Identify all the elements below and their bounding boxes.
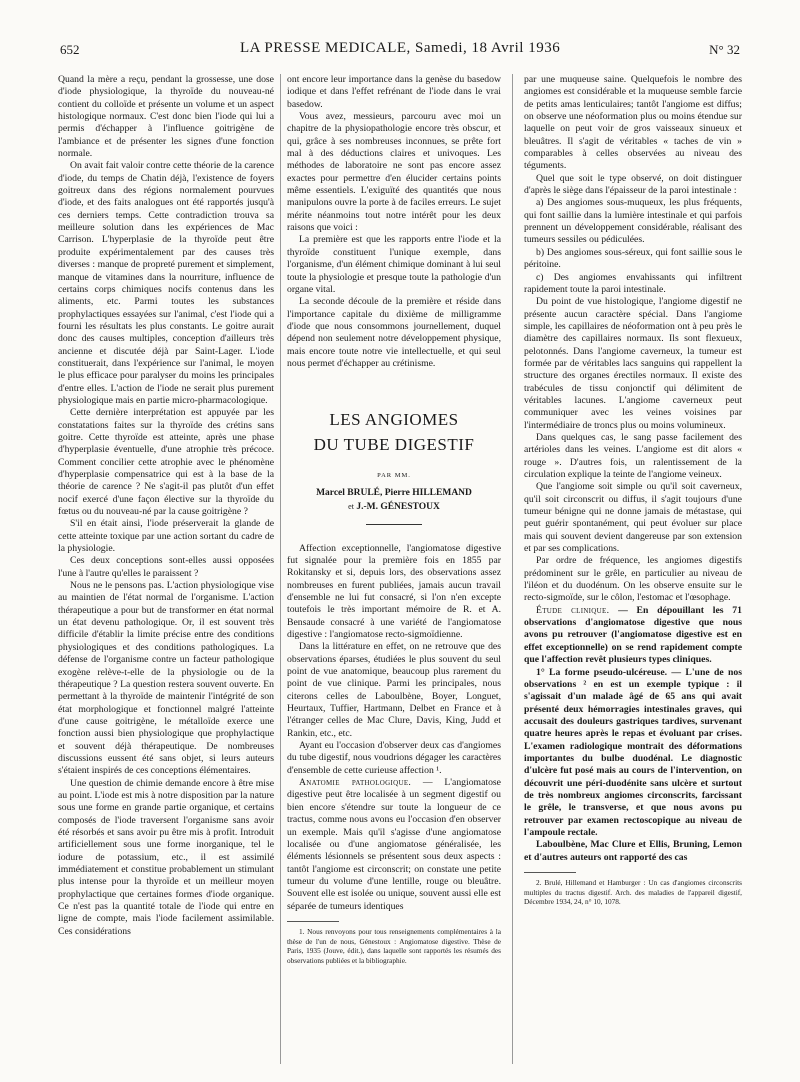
issue-number: N° 32 [709, 42, 740, 57]
paragraph: Du point de vue histologique, l'angiome digestif ne présente aucun caractère spécial. Dans l'angiome simple, les capillaires de néoformation ont à peu près le diamètre des capillaires normaux. Ils sont flexueux, pelotonnés. Dans l'angiome caverneux, la tumeur est formée par de véritables lacs sanguins qui rappellent la structure des organes érectiles normaux. Il existe des trabécules de tissu conjonctif qui délimitent de véritables lacunes. L'angiome caverneux peut communiquer avec les veines voisines par l'intermédiaire de troncs plus ou moins volumineux. [524, 296, 742, 431]
paragraph: Laboulbène, Mac Clure et Ellis, Bruning, Lemon et d'autres auteurs ont rapporté des cas [524, 839, 742, 863]
authors-line-1: Marcel BRULÉ, Pierre HILLEMAND [316, 487, 472, 498]
paragraph: c) Des angiomes envahissants qui infiltrent rapidement toute la paroi intestinale. [524, 271, 742, 295]
footnote-rule [287, 921, 339, 922]
paragraph: S'il en était ainsi, l'iode préserverait la glande de cette atteinte toxique par une action sortant du cadre de la physiologie. [58, 518, 274, 555]
footnote: 2. Brulé, Hillemand et Hamburger : Un cas d'angiomes circonscrits multiples du tractus digestif. Arch. des maladies de l'appareil digestif, Décembre 1934, 24, n° 10, 1078. [524, 878, 742, 907]
paragraph-text: — L'angiomatose digestive peut être localisée à un segment digestif ou bien encore s'étendre sur toute la longueur de ce tractus, comme nous avons eu l'occasion d'en observer un exemple. Mais qu'il s'agisse d'une angiomatose localisée ou d'une angiomatose généralisée, les éléments lésionnels se présentent sous deux aspects : tantôt l'angiome est circonscrit; on constate une petite tumeur du volume d'une lentille, rouge ou bleuâtre. Souvent elle est isolée ou unique, souvent aussi elle est séparée de tumeurs identiques [287, 777, 501, 912]
paragraph: La seconde découle de la première et réside dans l'importance capitale du dixième de milligramme d'iode que nous consommons journellement, duquel dépend non seulement notre développement physique, mais encore toute notre vie intellectuelle, et qui seul nous permet d'échapper au crétinisme. [287, 296, 501, 369]
article-title-block [287, 408, 501, 524]
paragraph: Ayant eu l'occasion d'observer deux cas d'angiomes du tube digestif, nous voudrions dégager les caractères d'ensemble de cette curieuse affection ¹. [287, 740, 501, 776]
paragraph: 1° La forme pseudo-ulcéreuse. — L'une de nos observations ² en est un exemple typique : il s'agissait d'un malade âgé de 65 ans qui avait présenté deux hémorragies intestinales graves, qui accusait des douleurs gastriques tardives, survenant quatre heures après le repas et évoluant par crises. L'examen radiologique montrait des déformations importantes du bulbe duodénal. Le diagnostic d'ulcère fut posé mais au cours de l'intervention, on découvrit une péri-duodénite sans ulcère et surtout de très nombreux angiomes circonscrits, farcissant le grêle, le transverse, et que nous avons pu retrouver par examen rectoscopique au niveau de l'ampoule rectale. [524, 666, 742, 838]
authors [287, 487, 501, 514]
paragraph: La première est que les rapports entre l'iode et la thyroïde constituent l'unique exemple, dans l'organisme, d'un élément chimique dominant à lui seul toute la physiologie et presque toute la pathologie d'un organe vital. [287, 234, 501, 295]
paragraph: Affection exceptionnelle, l'angiomatose digestive fut signalée pour la première fois en 1855 par Rokitansky et si, depuis lors, des observations assez nombreuses en furent publiées, jamais aucun travail d'ensemble ne lui fut consacré, si l'on n'en excepte toutefois le très important mémoire de R. et A. Bensaude consacré à une variété de l'angiomatose digestive : l'angiomatose recto-sigmoïdienne. [287, 542, 501, 640]
paragraph: Dans la littérature en effet, on ne retrouve que des observations éparses, étudiées le plus souvent du seul point de vue anatomique, beaucoup plus rarement du point de vue clinique. Parmi les principales, nous citerons celles de Laboulbène, Boyer, Longuet, Heurtaux, Tuffier, Hartmann, Delbet en France et à l'étranger celles de Mac Clure, Davis, King, Judd et Rankin, etc., etc. [287, 641, 501, 739]
paragraph [287, 777, 501, 913]
paragraph: a) Des angiomes sous-muqueux, les plus fréquents, qui font saillie dans la lumière intestinale et qui parfois prennent un développement considérable, réalisant des tumeurs sessiles ou pédiculées. [524, 197, 742, 246]
paragraph: Ces deux conceptions sont-elles aussi opposées l'une à l'autre qu'elles le paraissent ? [58, 555, 274, 579]
journal-title: LA PRESSE MEDICALE, Samedi, 18 Avril 1936 [240, 40, 561, 56]
column-1 [58, 74, 274, 938]
authors-conjunction: et [348, 501, 354, 511]
paragraph: Quel que soit le type observé, on doit distinguer d'après le siège dans l'épaisseur de la paroi intestinale : [524, 172, 742, 197]
footnote: 1. Nous renvoyons pour tous renseignements complémentaires à la thèse de l'un de nous, Génestoux : Angiomatose digestive. Thèse de Paris, 1935 (Jouve, édit.), dans laquelle sont rapportés les résumés des observations publiées et la bibliographie. [287, 926, 501, 965]
paragraph-text: — En dépouillant les 71 observations d'angiomatose digestive que nous avons pu retrouver (l'angiomatose digestive est en effet exceptionnelle) on se rend rapidement compte que l'affection revêt plusieurs types cliniques. [524, 604, 742, 666]
paragraph: Nous ne le pensons pas. L'action physiologique vise au maintien de l'état normal de l'organisme. L'action thérapeutique a pour but de transformer en état normal un état devenu pathologique. Or, il est souvent très difficile d'établir la limite précise entre des conditions physiologiques et des conditions pathologiques. La défense de l'organisme contre un facteur pathologique exogène relève-t-elle de la physiologie ou de la thérapeutique ? La question restera souvent ouverte. En permettant à la thyroïde de maintenir l'intégrité de son état morphologique et fonctionnel malgré l'atteinte d'une cause goitrigène, le métalloïde exerce une fonction aussi bien physiologique que prophylactique et souvent déjà thérapeutique. De nombreuses discussions eussent été sans objet, si leurs auteurs s'étaient inspirés de ces conceptions élémentaires. [58, 580, 274, 777]
article-title-line-2: DU TUBE DIGESTIF [313, 435, 475, 455]
column-divider [280, 74, 281, 1064]
author-name: J.-M. GÉNESTOUX [356, 501, 440, 512]
article-title: LES ANGIOMES [329, 410, 459, 430]
paragraph: Dans quelques cas, le sang passe facilement des artérioles dans les veines. L'angiome est dit alors « rouge ». D'autres fois, un ralentissement de la circulation explique la teinte de l'angiome veineux. [524, 431, 742, 480]
page-number: 652 [60, 42, 80, 57]
byline-label: PAR MM. [377, 472, 411, 480]
paragraph: Quand la mère a reçu, pendant la grossesse, une dose d'iode physiologique, la thyroïde du nouveau-né contient du colloïde et présente un volume et un aspect histologique normaux. C'est donc bien l'iode qui lui a permis d'échapper à l'influence goitrigène de l'ambiance et de présenter les signes d'une fonction normale. [58, 74, 274, 160]
paragraph: b) Des angiomes sous-séreux, qui font saillie sous le péritoine. [524, 246, 742, 271]
paragraph: On avait fait valoir contre cette théorie de la carence d'iode, du temps de Chatin déjà, l'existence de foyers goitreux dans des régions normalement pourvues d'iode, et des faits analogues ont été rapportés jusqu'à ces derniers temps. Cette contradiction trouva sa meilleure solution dans les expériences de Mac Carrison. L'hyperplasie de la thyroïde peut être produite expérimentalement par des causes très diverses : manque de propreté purement et simplement, manque de vitamines dans la nourriture, influence de certains corps chimiques nocifs contenus dans les aliments, etc. Parmi toutes les substances prophylactiques essayées sur l'animal, c'est l'iode qui a fourni les résultats les plus constants. Le goitre aurait donc des causes multiples, conception d'ailleurs très ancienne et discutée déjà par Saint-Lager. L'iode constituerait, dans l'expérience sur l'animal, le moyen le plus efficace pour paralyser du moins les principales d'entre elles. L'action de l'iode ne serait plus purement physiologique mais en partie micro-pharmacologique. [58, 160, 274, 406]
paragraph: ont encore leur importance dans la genèse du basedow iodique et dans l'effet refrénant de l'iode dans le vrai basedow. [287, 74, 501, 110]
page-header [60, 40, 740, 64]
authors-line-2 [287, 500, 501, 514]
paragraph: par une muqueuse saine. Quelquefois le nombre des angiomes est considérable et la muqueuse semble farcie de petits amas lenticulaires; tantôt l'angiome est diffus; on observe une néoformation plus ou moins étendue sur laquelle on peut voir de gros vaisseaux sinueux et bleuâtres. Il s'agit de véritables « taches de vin » comparables à celles observées au niveau des téguments. [524, 74, 742, 172]
paragraph: Par ordre de fréquence, les angiomes digestifs prédominent sur le grêle, en particulier au niveau de l'iléon et du duodénum. On les observe ensuite sur le recto-sigmoïde, sur le côlon, l'estomac et l'œsophage. [524, 555, 742, 604]
paragraph: Cette dernière interprétation est appuyée par les constatations faites sur la thyroïde des crétins sans goitre. Cette thyroïde est atteinte, après une phase d'hyperplasie éventuelle, d'une atrophie très précoce. Comment concilier cette atrophie avec le phénomène d'hyperplasie compensatrice qui est à la base de la théorie de carence ? Ne s'agit-il pas plutôt d'un effet nocif exercé d'une façon élective sur la thyroïde du fœtus ou du nouveau-né par la cause goitrigène ? [58, 407, 274, 518]
paragraph: Vous avez, messieurs, parcouru avec moi un chapitre de la physiopathologie encore très obscur, et qui, grâce à ses nombreuses inconnues, se prête fort mal à des déductions claires et univoques. Les méthodes de laboratoire ne sont pas encore assez exactes pour permettre d'en élucider certains points même essentiels. L'exiguïté des quantités que nous manipulons ouvre la porte à de faciles erreurs. Le sujet mérite néanmoins tout notre intérêt pour les deux raisons que voici : [287, 111, 501, 234]
paragraph: Une question de chimie demande encore à être mise au point. L'iode est mis à notre disposition par la nature sous une forme en grande partie organique, et certains composés de l'iode traversent l'organisme sans avoir été résorbés et sans avoir pu être mis à profit. Introduit artificiellement sous une forme inorganique, tel le iodure de potassium, etc., il est assimilé immédiatement et constitue probablement un stimulant plus intense pour la thyroïde et un meilleur moyen prophylactique que certaines formes d'iode organique. Ce n'est pas la quantité totale de l'iode qui entre en ligne de compte, mais l'iode facilement assimilable. Ces considérations [58, 777, 274, 937]
section-heading: Étude clinique. [536, 604, 610, 616]
section-heading: Anatomie pathologique. [299, 777, 412, 789]
paragraph [524, 605, 742, 667]
title-separator [366, 524, 422, 525]
paragraph: Que l'angiome soit simple ou qu'il soit caverneux, qu'il soit circonscrit ou diffus, il s'agit toujours d'une tumeur bénigne qui ne donne jamais de métastase, qui peut guérir spontanément, qui peut évoluer sur place mais qui souvent devient dangereuse par son extension et par ses complications. [524, 481, 742, 555]
footnote-rule [524, 872, 576, 873]
column-divider [512, 74, 513, 1064]
column-2 [287, 74, 501, 965]
column-3 [524, 74, 742, 907]
